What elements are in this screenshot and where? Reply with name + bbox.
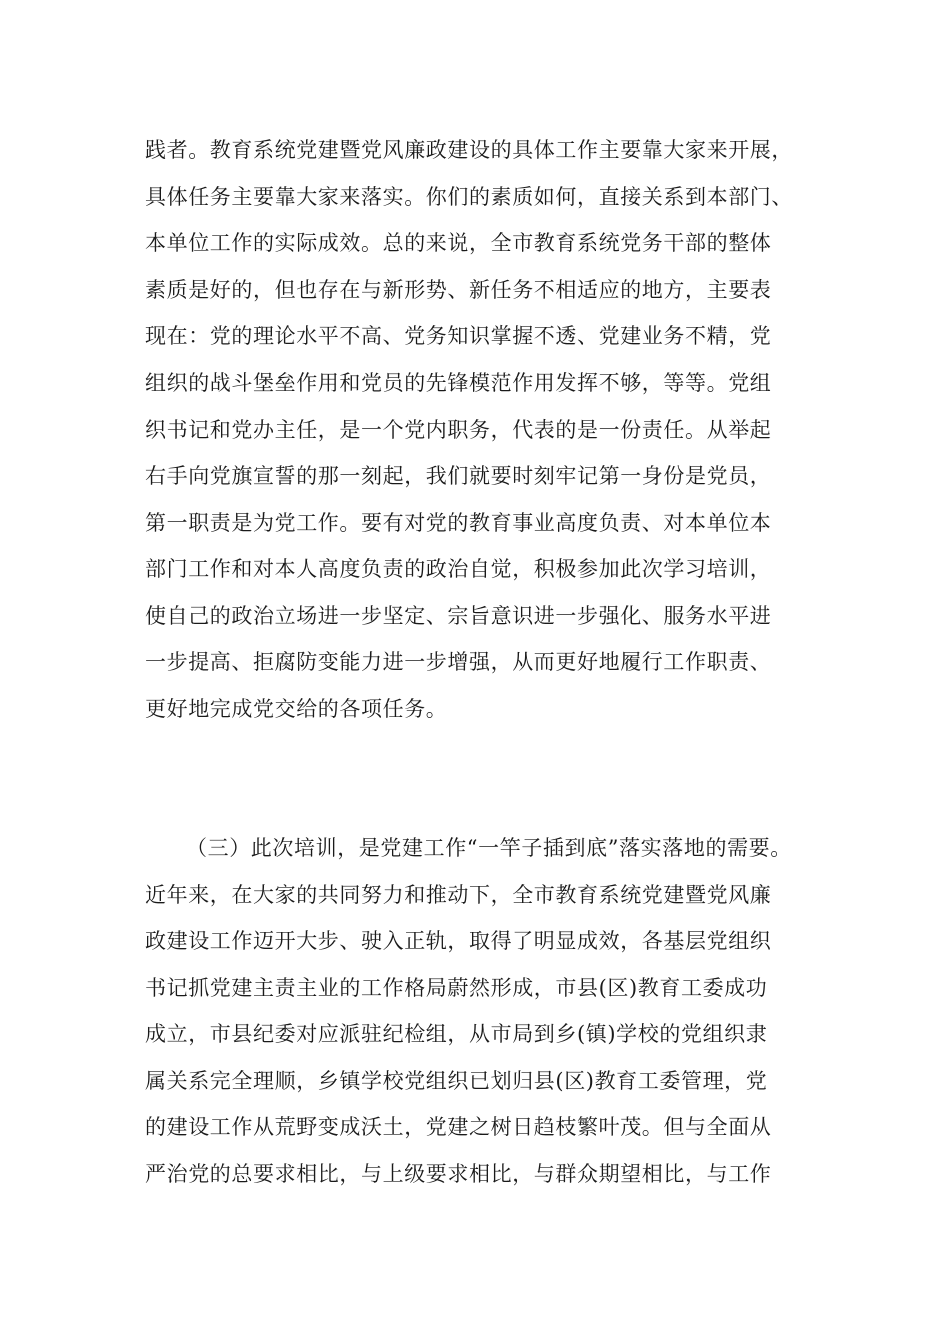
text-line: 的建设工作从荒野变成沃土，党建之树日趋枝繁叶茂。但与全面从 [145, 1115, 772, 1139]
text-line: 政建设工作迈开大步、驶入正轨，取得了明显成效，各基层党组织 [145, 929, 772, 953]
text-line: 现在：党的理论水平不高、党务知识掌握不透、党建业务不精，党 [145, 324, 772, 348]
text-line: 织书记和党办主任，是一个党内职务，代表的是一份责任。从举起 [145, 418, 772, 442]
text-line: 素质是好的，但也存在与新形势、新任务不相适应的地方，主要表 [145, 278, 772, 302]
text-line: 具体任务主要靠大家来落实。你们的素质如何，直接关系到本部门、 [145, 185, 793, 209]
text-line: 组织的战斗堡垒作用和党员的先锋模范作用发挥不够，等等。党组 [145, 371, 772, 395]
text-line: 成立，市县纪委对应派驻纪检组，从市局到乡(镇)学校的党组织隶 [145, 1022, 768, 1046]
text-line: 书记抓党建主责主业的工作格局蔚然形成，市县(区)教育工委成功 [145, 976, 768, 1000]
text-line: 一步提高、拒腐防变能力进一步增强，从而更好地履行工作职责、 [145, 650, 772, 674]
text-line: 践者。教育系统党建暨党风廉政建设的具体工作主要靠大家来开展， [145, 138, 793, 162]
text-line: （三）此次培训，是党建工作“一竿子插到底”落实落地的需要。 [186, 836, 792, 860]
text-line: 严治党的总要求相比，与上级要求相比，与群众期望相比，与工作 [145, 1162, 772, 1186]
text-line: 本单位工作的实际成效。总的来说，全市教育系统党务干部的整体 [145, 231, 772, 255]
text-line: 第一职责是为党工作。要有对党的教育事业高度负责、对本单位本 [145, 511, 772, 535]
text-line: 使自己的政治立场进一步坚定、宗旨意识进一步强化、服务水平进 [145, 604, 772, 628]
text-line: 右手向党旗宣誓的那一刻起，我们就要时刻牢记第一身份是党员， [145, 464, 772, 488]
text-line: 更好地完成党交给的各项任务。 [145, 697, 448, 721]
text-line: 属关系完全理顺，乡镇学校党组织已划归县(区)教育工委管理，党 [145, 1069, 768, 1093]
text-line: 近年来，在大家的共同努力和推动下，全市教育系统党建暨党风廉 [145, 883, 772, 907]
text-line: 部门工作和对本人高度负责的政治自觉，积极参加此次学习培训， [145, 557, 772, 581]
